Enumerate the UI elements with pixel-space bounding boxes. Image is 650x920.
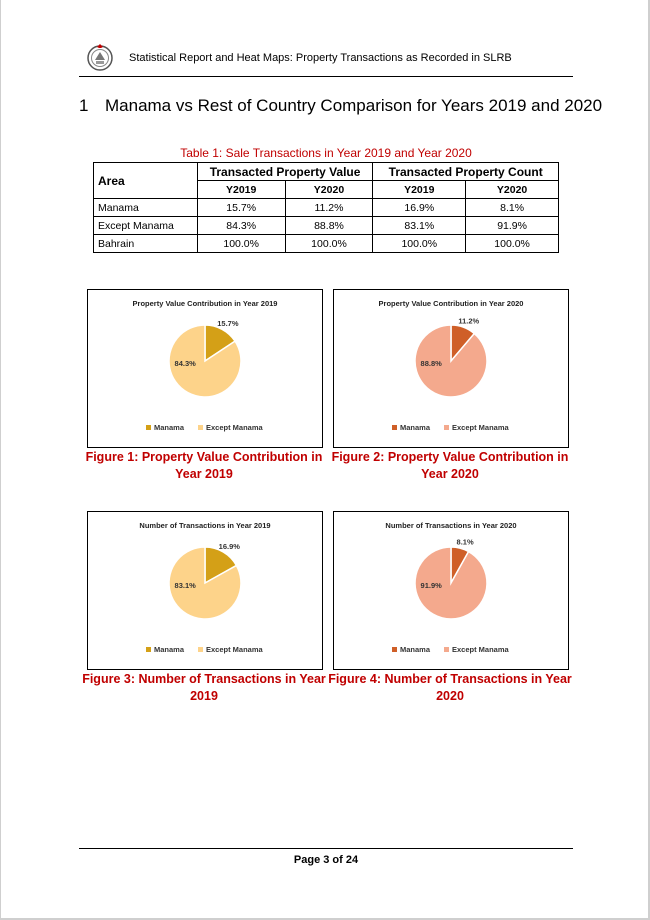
data-label: 84.3% xyxy=(174,359,196,368)
pie-svg xyxy=(88,290,322,447)
year-header: Y2020 xyxy=(285,181,373,199)
pie-chart-value-2019 xyxy=(87,289,323,448)
chart-title: Number of Transactions in Year 2020 xyxy=(385,521,517,530)
legend-swatch xyxy=(392,647,397,652)
data-label: 8.1% xyxy=(456,537,474,547)
legend-swatch xyxy=(444,647,449,652)
pie-svg xyxy=(334,290,568,447)
table-cell: 88.8% xyxy=(285,217,373,235)
figure-caption xyxy=(79,671,329,705)
table-cell: 84.3% xyxy=(197,217,285,235)
pie-svg xyxy=(88,512,322,669)
legend-label: Manama xyxy=(400,645,431,654)
table-cell: 11.2% xyxy=(285,199,373,217)
pie-chart-count-2020 xyxy=(333,511,569,670)
table-cell: 100.0% xyxy=(373,235,466,253)
table-cell: 91.9% xyxy=(466,217,559,235)
slrb-logo-icon xyxy=(86,43,114,71)
value-group-header: Transacted Property Value xyxy=(197,163,373,181)
pie-svg xyxy=(334,512,568,669)
figure-caption xyxy=(325,449,575,483)
table-header-row xyxy=(94,163,559,181)
pie-chart-count-2019 xyxy=(87,511,323,670)
data-label: 91.9% xyxy=(420,581,442,590)
legend-label: Manama xyxy=(154,645,185,654)
header-title: Statistical Report and Heat Maps: Property Transactions as Recorded in SLRB xyxy=(129,52,512,64)
table-cell: 15.7% xyxy=(197,199,285,217)
figure-caption-line: Year 2020 xyxy=(421,467,479,481)
year-header: Y2020 xyxy=(466,181,559,199)
figure-caption-line: 2019 xyxy=(190,689,218,703)
legend-label: Manama xyxy=(400,423,431,432)
sale-transactions-table xyxy=(93,162,559,253)
table-cell: 100.0% xyxy=(466,235,559,253)
legend-label: Manama xyxy=(154,423,185,432)
pie-chart-value-2020 xyxy=(333,289,569,448)
legend-swatch xyxy=(198,425,203,430)
row-area: Bahrain xyxy=(94,235,198,253)
data-label: 83.1% xyxy=(174,581,196,590)
page-number: Page 3 of 24 xyxy=(293,854,359,866)
table-row xyxy=(94,199,559,217)
page-edge-left xyxy=(0,0,1,920)
legend-label: Except Manama xyxy=(206,423,263,432)
legend-swatch xyxy=(146,425,151,430)
figure-caption-line: Year 2019 xyxy=(175,467,233,481)
page-footer xyxy=(79,848,573,866)
table-row xyxy=(94,217,559,235)
figure-caption xyxy=(79,449,329,483)
table-cell: 100.0% xyxy=(285,235,373,253)
data-label: 16.9% xyxy=(218,541,240,551)
figure-caption-line: Figure 2: Property Value Contribution in xyxy=(331,450,569,464)
data-label: 11.2% xyxy=(458,316,480,326)
table-caption: Table 1: Sale Transactions in Year 2019 and Year 2020 xyxy=(180,146,472,160)
chart-title: Property Value Contribution in Year 2020 xyxy=(378,299,524,308)
table-cell: 83.1% xyxy=(373,217,466,235)
legend-swatch xyxy=(146,647,151,652)
legend-label: Except Manama xyxy=(452,423,509,432)
row-area: Manama xyxy=(94,199,198,217)
figure-caption-line: Figure 4: Number of Transactions in Year xyxy=(328,672,572,686)
table-cell: 100.0% xyxy=(197,235,285,253)
table-cell: 8.1% xyxy=(466,199,559,217)
year-header: Y2019 xyxy=(197,181,285,199)
page-header xyxy=(79,38,573,77)
figure-caption-line: 2020 xyxy=(436,689,464,703)
legend-swatch xyxy=(392,425,397,430)
year-header: Y2019 xyxy=(373,181,466,199)
chart-title: Property Value Contribution in Year 2019 xyxy=(132,299,278,308)
table-cell: 16.9% xyxy=(373,199,466,217)
table-row xyxy=(94,235,559,253)
row-area: Except Manama xyxy=(94,217,198,235)
legend-swatch xyxy=(198,647,203,652)
section-heading xyxy=(79,96,602,116)
legend-label: Except Manama xyxy=(206,645,263,654)
data-label: 15.7% xyxy=(217,319,239,328)
section-title: Manama vs Rest of Country Comparison for Years 2019 and 2020 xyxy=(105,96,603,115)
area-header: Area xyxy=(94,163,198,199)
figure-caption xyxy=(325,671,575,705)
figure-caption-line: Figure 1: Property Value Contribution in xyxy=(85,450,323,464)
data-label: 88.8% xyxy=(420,359,442,368)
legend-swatch xyxy=(444,425,449,430)
figure-caption-line: Figure 3: Number of Transactions in Year xyxy=(82,672,326,686)
section-number: 1 xyxy=(79,96,89,115)
chart-title: Number of Transactions in Year 2019 xyxy=(139,521,271,530)
legend-label: Except Manama xyxy=(452,645,509,654)
count-group-header: Transacted Property Count xyxy=(373,163,559,181)
